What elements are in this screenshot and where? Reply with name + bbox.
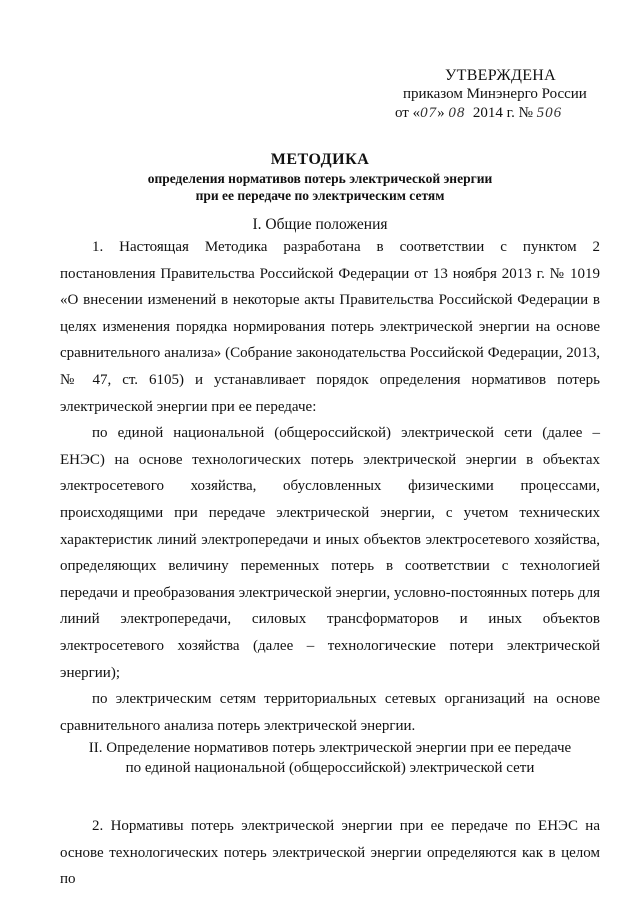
document-title: МЕТОДИКА (270, 151, 370, 168)
section2-heading-line1: II. Определение нормативов потерь электрической энергии при ее передаче (88, 740, 572, 756)
handwritten-number: 506 (536, 105, 563, 121)
document-title-block (0, 150, 640, 204)
paragraph-section2-1: 2. Нормативы потерь электрической энергии при ее передаче по ЕНЭС на основе технологических потерь электрической энергии определяются как в целом по (60, 818, 600, 888)
section1-body (60, 234, 600, 739)
section2-body (60, 813, 600, 893)
paragraph-3: по электрическим сетям территориальных сетевых организаций на основе сравнительного анализа потерь электрической энергии. (60, 691, 600, 734)
approval-date-line (395, 104, 625, 123)
date-prefix: от « (395, 105, 421, 121)
section1-heading: I. Общие положения (252, 216, 388, 233)
section2-heading (60, 738, 600, 778)
approval-stamp-title: УТВЕРЖДЕНА (445, 67, 557, 84)
handwritten-day: 07 (420, 105, 438, 121)
date-year: 2014 г. № (472, 105, 533, 121)
paragraph-1: 1. Настоящая Методика разработана в соответствии с пунктом 2 постановления Правительства Российской Федерации от 13 ноября 2013 г. № 1019 «О внесении изменений в некоторые акты Правительства Российской Федерации в целях изменения порядка нормирования потерь электрической энергии на основе сравнительного анализа» (Собрание законодательства Российской Федерации, 2013, № 47, ст. 6105) и устанавливает порядок определения нормативов потерь электрической энергии при ее передаче: (60, 239, 600, 415)
document-subtitle-line1: определения нормативов потерь электрической энергии (147, 171, 493, 186)
approval-order-line: приказом Минэнерго России (403, 86, 587, 102)
approval-stamp-block (395, 66, 625, 123)
paragraph-2: по единой национальной (общероссийской) электрической сети (далее – ЕНЭС) на основе технологических потерь электрической энергии в объектах электросетевого хозяйства, обусловленных физическими процессами, происходящими при передаче электрической энергии, с учетом технических характеристик линий электропередачи и иных объектов электросетевого хозяйства, определяющих величину переменных потерь в соответствии с технологией передачи и преобразования электрической энергии, условно-постоянных потерь для линий электропередачи, силовых трансформаторов и иных объектов электросетевого хозяйства (далее – технологические потери электрической энергии); (60, 425, 600, 681)
date-mid: » (437, 105, 449, 121)
handwritten-month: 08 (448, 105, 466, 121)
section2-heading-line2: по единой национальной (общероссийской) электрической сети (125, 760, 535, 776)
document-subtitle-line2: при ее передаче по электрическим сетям (195, 188, 445, 203)
